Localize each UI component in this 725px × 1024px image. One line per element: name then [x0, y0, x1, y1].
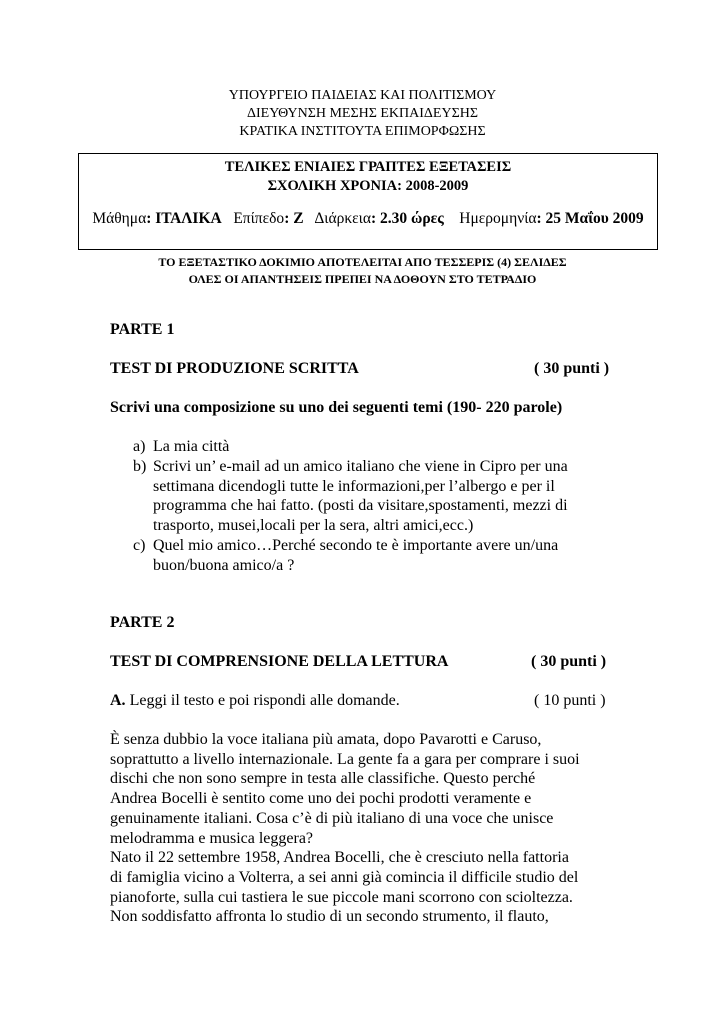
reading-line: Non soddisfatto affronta lo studio di un secondo strumento, il flauto, — [110, 908, 549, 926]
topic-line: trasporto, musei,locali per la sera, altri amici,ecc.) — [153, 517, 474, 535]
reading-line: dischi che non sono sempre in testa alle classifiche. Questo perché — [110, 770, 536, 788]
ministry-line: ΥΠΟΥΡΓΕΙΟ ΠΑΙΔΕΙΑΣ ΚΑΙ ΠΟΛΙΤΙΣΜΟΥ — [228, 88, 497, 103]
ministry-header — [0, 87, 725, 141]
ministry-line: ΚΡΑΤΙΚΑ ΙΝΣΤΙΤΟΥΤΑ ΕΠΙΜΟΡΦΩΣΗΣ — [239, 124, 486, 139]
date-value: : 25 Μαΐου 2009 — [536, 210, 644, 227]
subject-label: Μάθημα — [92, 210, 147, 227]
ministry-line: ΔΙΕΥΘΥΝΣΗ ΜΕΣΗΣ ΕΚΠΑΙΔΕΥΣΗΣ — [247, 106, 478, 121]
duration-value: : 2.30 ώρες — [370, 210, 444, 227]
exam-notice — [0, 254, 725, 288]
reading-line: genuinamente italiani. Cosa c’è di più italiano di una voce che unisce — [110, 809, 554, 827]
level-label: Επίπεδο — [233, 210, 285, 227]
topic-marker: b) — [133, 457, 147, 475]
question-a — [110, 692, 400, 710]
topic-line: programma che hai fatto. (posti da visitare,spostamenti, mezzi di — [153, 497, 568, 515]
part1-title: PARTE 1 — [110, 321, 175, 338]
topic-marker: c) — [133, 536, 146, 554]
topic-line: Scrivi un’ e-mail ad un amico italiano che viene in Cipro per una — [153, 457, 568, 475]
exam-title: ΤΕΛΙΚΕΣ ΕΝΙΑΙΕΣ ΓΡΑΠΤΕΣ ΕΞΕΤΑΣΕΙΣ — [224, 159, 512, 175]
composition-prompt: Scrivi una composizione su uno dei seguenti temi (190- 220 parole) — [110, 399, 563, 416]
notice-line: ΤΟ ΕΞΕΤΑΣΤΙΚΟ ΔΟΚΙΜΙΟ ΑΠΟΤΕΛΕΙΤΑΙ ΑΠΟ ΤΕΣΣΕΡΙΣ (4) ΣΕΛΙΔΕΣ — [158, 255, 567, 269]
reading-line: È senza dubbio la voce italiana più amata, dopo Pavarotti e Caruso, — [110, 731, 542, 748]
reading-line: di famiglia vicino a Volterra, a sei anni già comincia il difficile studio del — [110, 868, 579, 886]
part2-points: ( 30 punti ) — [531, 653, 607, 670]
exam-meta — [79, 210, 657, 228]
topic-line: Quel mio amico…Perché secondo te è importante avere un/una — [153, 536, 559, 554]
part2-test-title: TEST DI COMPRENSIONE DELLA LETTURA — [110, 653, 449, 670]
exam-info-box — [78, 153, 658, 250]
reading-line: melodramma e musica leggera? — [110, 829, 314, 847]
topic-list — [133, 437, 568, 576]
topic-item-b — [133, 457, 568, 536]
subject-value: : ΙΤΑΛΙΚΑ — [146, 210, 222, 227]
topic-marker: a) — [133, 438, 146, 455]
reading-line: pianoforte, sulla cui tastiera le sue piccole mani scorrono con scioltezza. — [110, 888, 573, 906]
part2-title: PARTE 2 — [110, 614, 175, 631]
part1-test-title: TEST DI PRODUZIONE SCRITTA — [110, 360, 359, 377]
question-a-text: Leggi il testo e poi rispondi alle domande. — [129, 692, 400, 709]
reading-line: Nato il 22 settembre 1958, Andrea Bocelli, che è cresciuto nella fattoria — [110, 849, 569, 867]
topic-item-a — [133, 437, 568, 457]
reading-line: Andrea Bocelli è sentito come uno dei pochi prodotti veramente e — [110, 790, 532, 808]
school-year: ΣΧΟΛΙΚΗ ΧΡΟΝΙΑ: 2008-2009 — [267, 178, 469, 194]
reading-line: soprattutto a livello internazionale. La gente fa a gara per comprare i suoi — [110, 750, 580, 768]
level-value: : Ζ — [284, 210, 304, 227]
part1-points: ( 30 punti ) — [534, 360, 610, 377]
topic-line: buon/buona amico/a ? — [153, 556, 295, 574]
topic-item-c — [133, 536, 568, 576]
notice-line: ΟΛΕΣ ΟΙ ΑΠΑΝΤΗΣΕΙΣ ΠΡΕΠΕΙ ΝΑ ΔΟΘΟΥΝ ΣΤΟ ΤΕΤΡΑΔΙΟ — [188, 272, 537, 286]
question-a-points: ( 10 punti ) — [534, 692, 606, 709]
exam-title-block — [79, 158, 657, 196]
topic-line: settimana dicendogli tutte le informazioni,per l’albergo e per il — [153, 477, 555, 495]
question-a-label: A. — [110, 692, 126, 709]
date-label: Ημερομηνία — [459, 210, 537, 227]
duration-label: Διάρκεια — [314, 210, 371, 227]
topic-line: La mia città — [153, 438, 230, 455]
reading-passage — [110, 730, 620, 927]
